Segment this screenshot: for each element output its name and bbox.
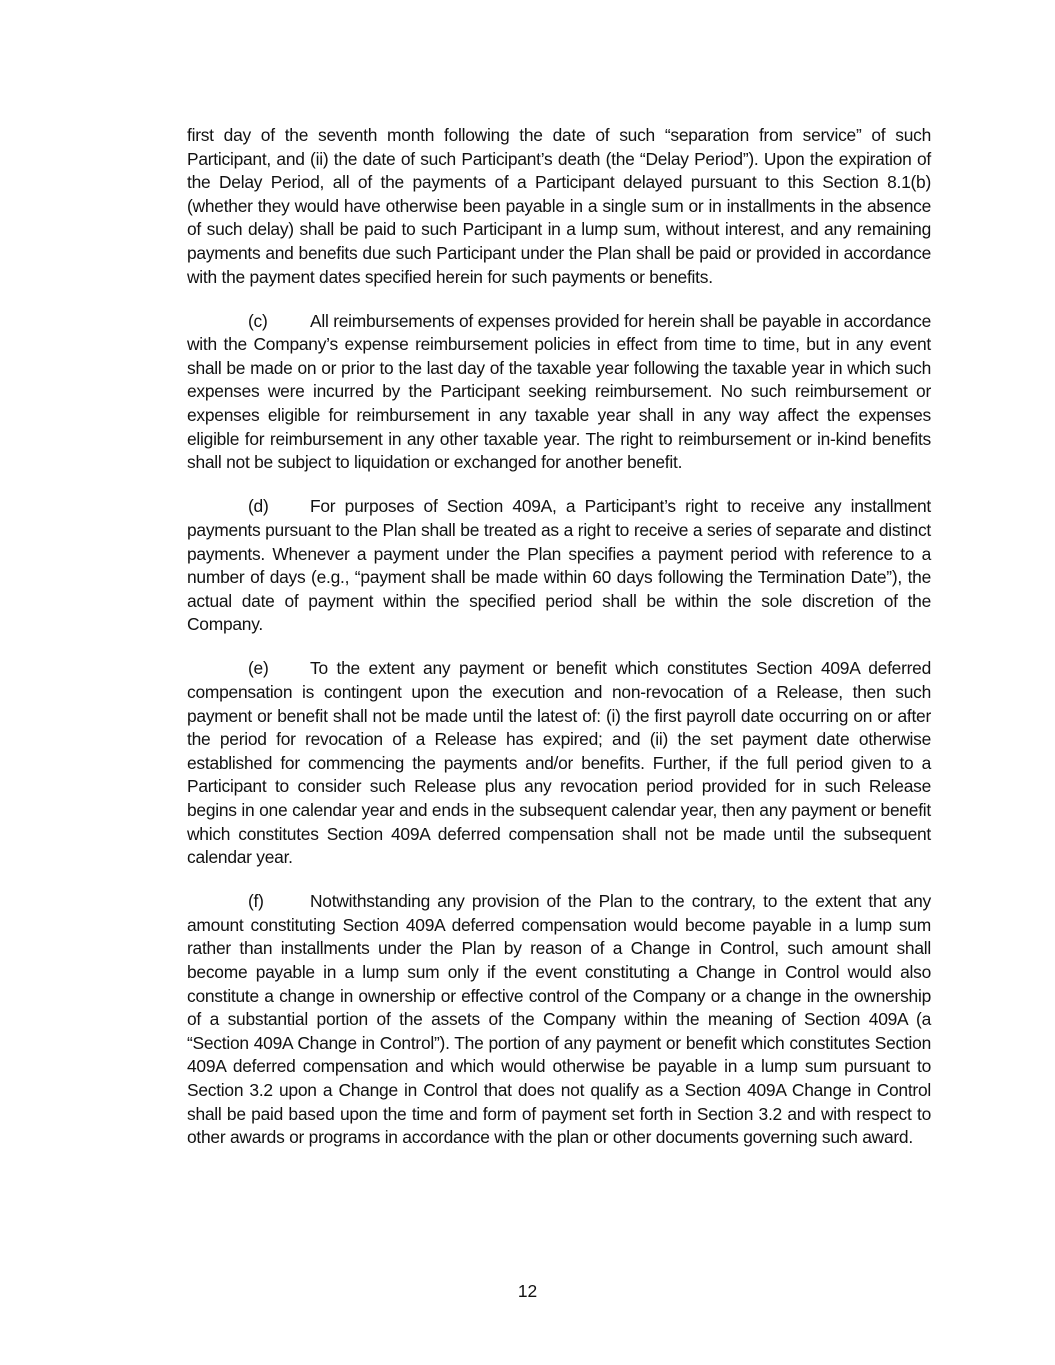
document-body [187, 124, 931, 1170]
paragraph-label: (f) [248, 891, 264, 912]
paragraph-text: All reimbursements of expenses provided for herein shall be payable in accordance with the Company’s expense reimbursement policies in effect from time to time, but in any event shall be made on or prior to the last day of the taxable year following the taxable year in which such expenses were incurred by the Participant seeking reimbursement. No such reimbursement or expenses eligible for reimbursement in any taxable year shall in any way affect the expenses eligible for reimbursement in any other taxable year. The right to reimbursement or in-kind benefits shall not be subject to liquidation or exchanged for another benefit. [187, 310, 931, 473]
paragraph-d [187, 495, 931, 637]
paragraph-e [187, 657, 931, 869]
paragraph-f [187, 890, 931, 1150]
paragraph-label: (c) [248, 310, 268, 331]
paragraph-text: Notwithstanding any provision of the Plan to the contrary, to the extent that any amount constituting Section 409A deferred compensation would become payable in a lump sum rather than installments under the Plan by reason of a Change in Control, such amount shall become payable in a lump sum only if the event constituting a Change in Control would also constitute a change in ownership or effective control of the Company or a change in the ownership of a substantial portion of the assets of the Company within the meaning of Section 409A (a “Section 409A Change in Control”). The portion of any payment or benefit which constitutes Section 409A deferred compensation and which would otherwise be payable in a lump sum pursuant to Section 3.2 upon a Change in Control that does not qualify as a Section 409A Change in Control shall be paid based upon the time and form of payment set forth in Section 3.2 and with respect to other awards or programs in accordance with the plan or other documents governing such award. [187, 891, 931, 1148]
paragraph-label: (d) [248, 496, 269, 517]
paragraph-continuation [187, 124, 931, 289]
paragraph-label: (e) [248, 658, 269, 679]
page-number: 12 [517, 1281, 538, 1301]
paragraph-c [187, 310, 931, 475]
paragraph-text: For purposes of Section 409A, a Participant’s right to receive any installment payments pursuant to the Plan shall be treated as a right to receive a series of separate and distinct payments. Whenever a payment under the Plan specifies a payment period with reference to a number of days (e.g., “payment shall be made within 60 days following the Termination Date”), the actual date of payment within the specified period shall be within the sole discretion of the Company. [187, 496, 931, 635]
paragraph-text: To the extent any payment or benefit which constitutes Section 409A deferred compensation is contingent upon the execution and non-revocation of a Release, then such payment or benefit shall not be made until the latest of: (i) the first payroll date occurring on or after the period for revocation of a Release has expired; and (ii) the set payment date otherwise established for commencing the payments and/or benefits. Further, if the full period given to a Participant to consider such Release plus any revocation period provided for in such Release begins in one calendar year and ends in the subsequent calendar year, then any payment or benefit which constitutes Section 409A deferred compensation shall not be made until the subsequent calendar year. [187, 658, 931, 868]
paragraph-text: first day of the seventh month following the date of such “separation from service” of such Participant, and (ii) the date of such Participant’s death (the “Delay Period”). Upon the expiration of the Delay Period, all of the payments of a Participant delayed pursuant to this Section 8.1(b) (whether they would have otherwise been payable in a single sum or in installments in the absence of such delay) shall be paid to such Participant in a lump sum, without interest, and any remaining payments and benefits due such Participant under the Plan shall be paid or provided in accordance with the payment dates specified herein for such payments or benefits. [187, 125, 931, 287]
